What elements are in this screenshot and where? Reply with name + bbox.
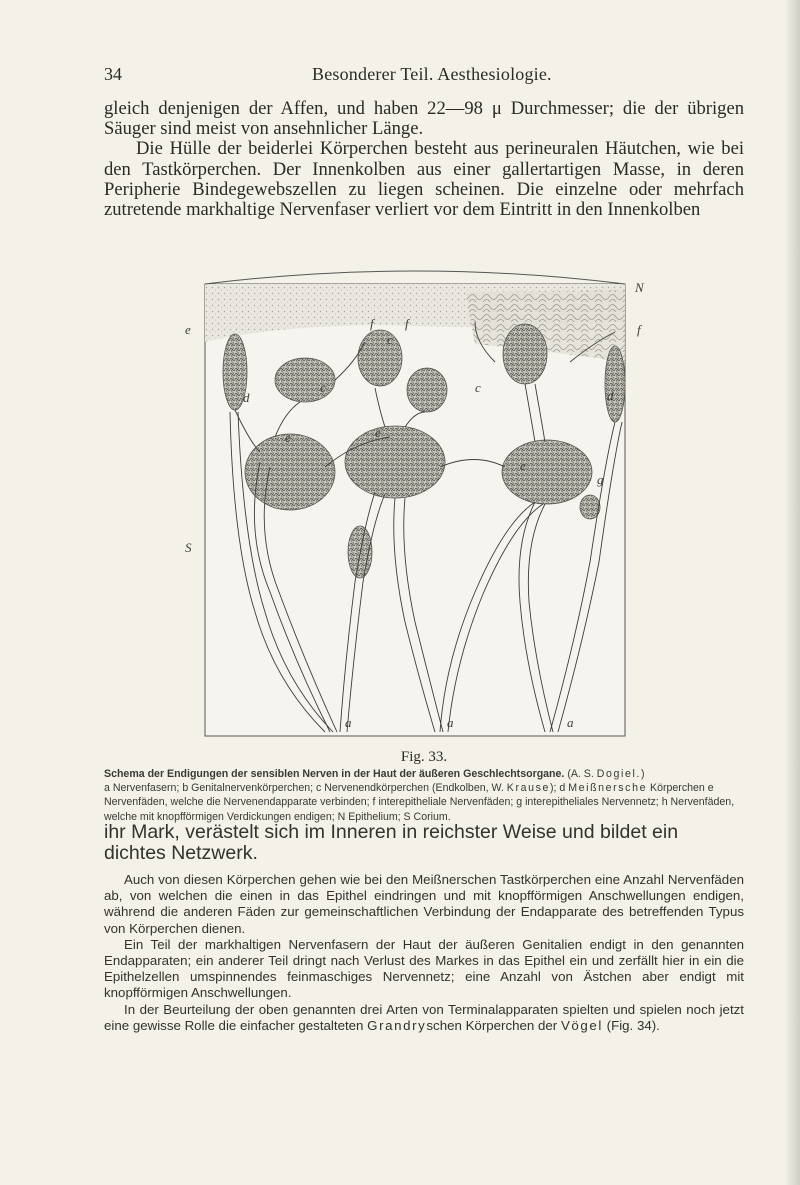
figure-number: Fig. 33. [400,749,448,765]
top-text-block [104,99,744,220]
label-a-3: a [567,715,574,730]
page-header [104,64,744,88]
label-a-1: a [345,715,352,730]
label-e-2: e [375,425,381,440]
figure-33 [175,262,645,742]
label-c-2: c [387,332,393,347]
legend-part-b: ); d [549,782,566,795]
beurteilung-part-b: schen Körperchen der [426,1017,558,1033]
page-edge-shadow [786,0,800,1185]
legend-meissner: Meißnersche [568,782,648,795]
label-c-1: c [320,380,326,395]
running-title: Besonderer Teil. Aesthesiologie. [312,64,552,84]
caption-title-line [104,767,744,781]
beurteilung-part-c: (Fig. 34). [606,1017,660,1033]
caption-source-suffix: ) [640,768,645,780]
label-a-2: a [447,715,454,730]
name-grandry: Grandry [367,1017,427,1033]
label-c-3: c [475,380,481,395]
legend-part-a: a Nervenfasern; b Genitalnervenkörperchen; c Nervenendkörperchen (Endkolben, W. [104,782,504,795]
label-N: N [635,280,644,295]
beurteilung-part-a: In der Beurteilung der oben genannten drei Arten von Terminalapparaten spielten und spielen noch jetzt eine gewisse Rolle die einfacher gestalteten [104,1001,744,1033]
paragraph-continuation: gleich denjenigen der Affen, und haben 22—98 μ Durchmesser; die der übrigen Säuger sind meist von ansehnlicher Länge. [104,98,744,140]
caption-source-name: Dogiel. [596,768,641,780]
label-d-2: d [607,388,614,403]
name-voegel: Vögel [560,1017,603,1033]
paragraph-koerperchen: Auch von diesen Körperchen gehen wie bei den Meißnerschen Tastkörperchen eine Anzahl Nervenfäden ab, von welchen die einen in das Epithel eindringen und mit knopfförmigen Anschwellungen endigen, während die anderen Fäden zur gemeinschaftlichen Verbindung der Endapparate des betreffenden Typus von Körperchen dienen. [104,872,744,936]
paragraph-markhaltige: Ein Teil der markhaltigen Nervenfasern der Haut der äußeren Genitalien endigt in den genannten Endapparaten; ein anderer Teil dringt nach Verlust des Markes in das Epithel ein und zerfällt hier in ein die Epithelzellen umspinnendes feinmaschiges Nervennetz; eine Anzahl von Ästchen aber endigt mit knopfförmigen Anschwellungen. [104,936,744,1001]
figure-caption [104,767,744,824]
paragraph-beurteilung [104,1002,744,1034]
label-d-1: d [243,390,250,405]
label-e-1: e [285,430,291,445]
label-f-1: f [370,316,374,331]
label-f: f [637,322,641,337]
label-e-left: e [185,322,191,337]
label-g: g [597,472,604,487]
nerve-endings-schema [175,262,645,742]
caption-source-prefix: (A. S. [567,768,594,780]
legend-part-c: Körperchen e Nervenfäden, welche die Nervenendapparate verbinden; f interepitheliale Nervenfäden; g interepitheliales Nervennetz; h Nervenfäden, welche mit knopfförmigen Verdickungen endigen; N Epithelium; S Corium. [104,782,735,823]
paragraph-huelle: Die Hülle der beiderlei Körperchen besteht aus perineuralen Häutchen, wie bei den Tastkörperchen. Der Innenkolben aus einer gallertartigen Masse, in deren Peripherie Bindegewebszellen zu liegen scheinen. Die einzelne oder mehrfach zutretende markhaltige Nervenfaser verliert vor dem Eintritt in den Innenkolben [104,138,744,221]
paragraph-mark: ihr Mark, verästelt sich im Inneren in reichster Weise und bildet ein dichtes Netzwerk. [104,821,679,864]
small-text-block [104,872,744,1034]
caption-legend [104,781,744,824]
lower-text-block [104,822,744,1034]
legend-krause: Krause [506,782,550,795]
caption-title: Schema der Endigungen der sensiblen Nerven in der Haut der äußeren Geschlechtsorgane. [104,768,565,780]
label-S: S [185,540,192,555]
label-e-3: e [520,458,526,473]
page-number: 34 [104,64,122,84]
label-f-2: f [405,316,409,331]
